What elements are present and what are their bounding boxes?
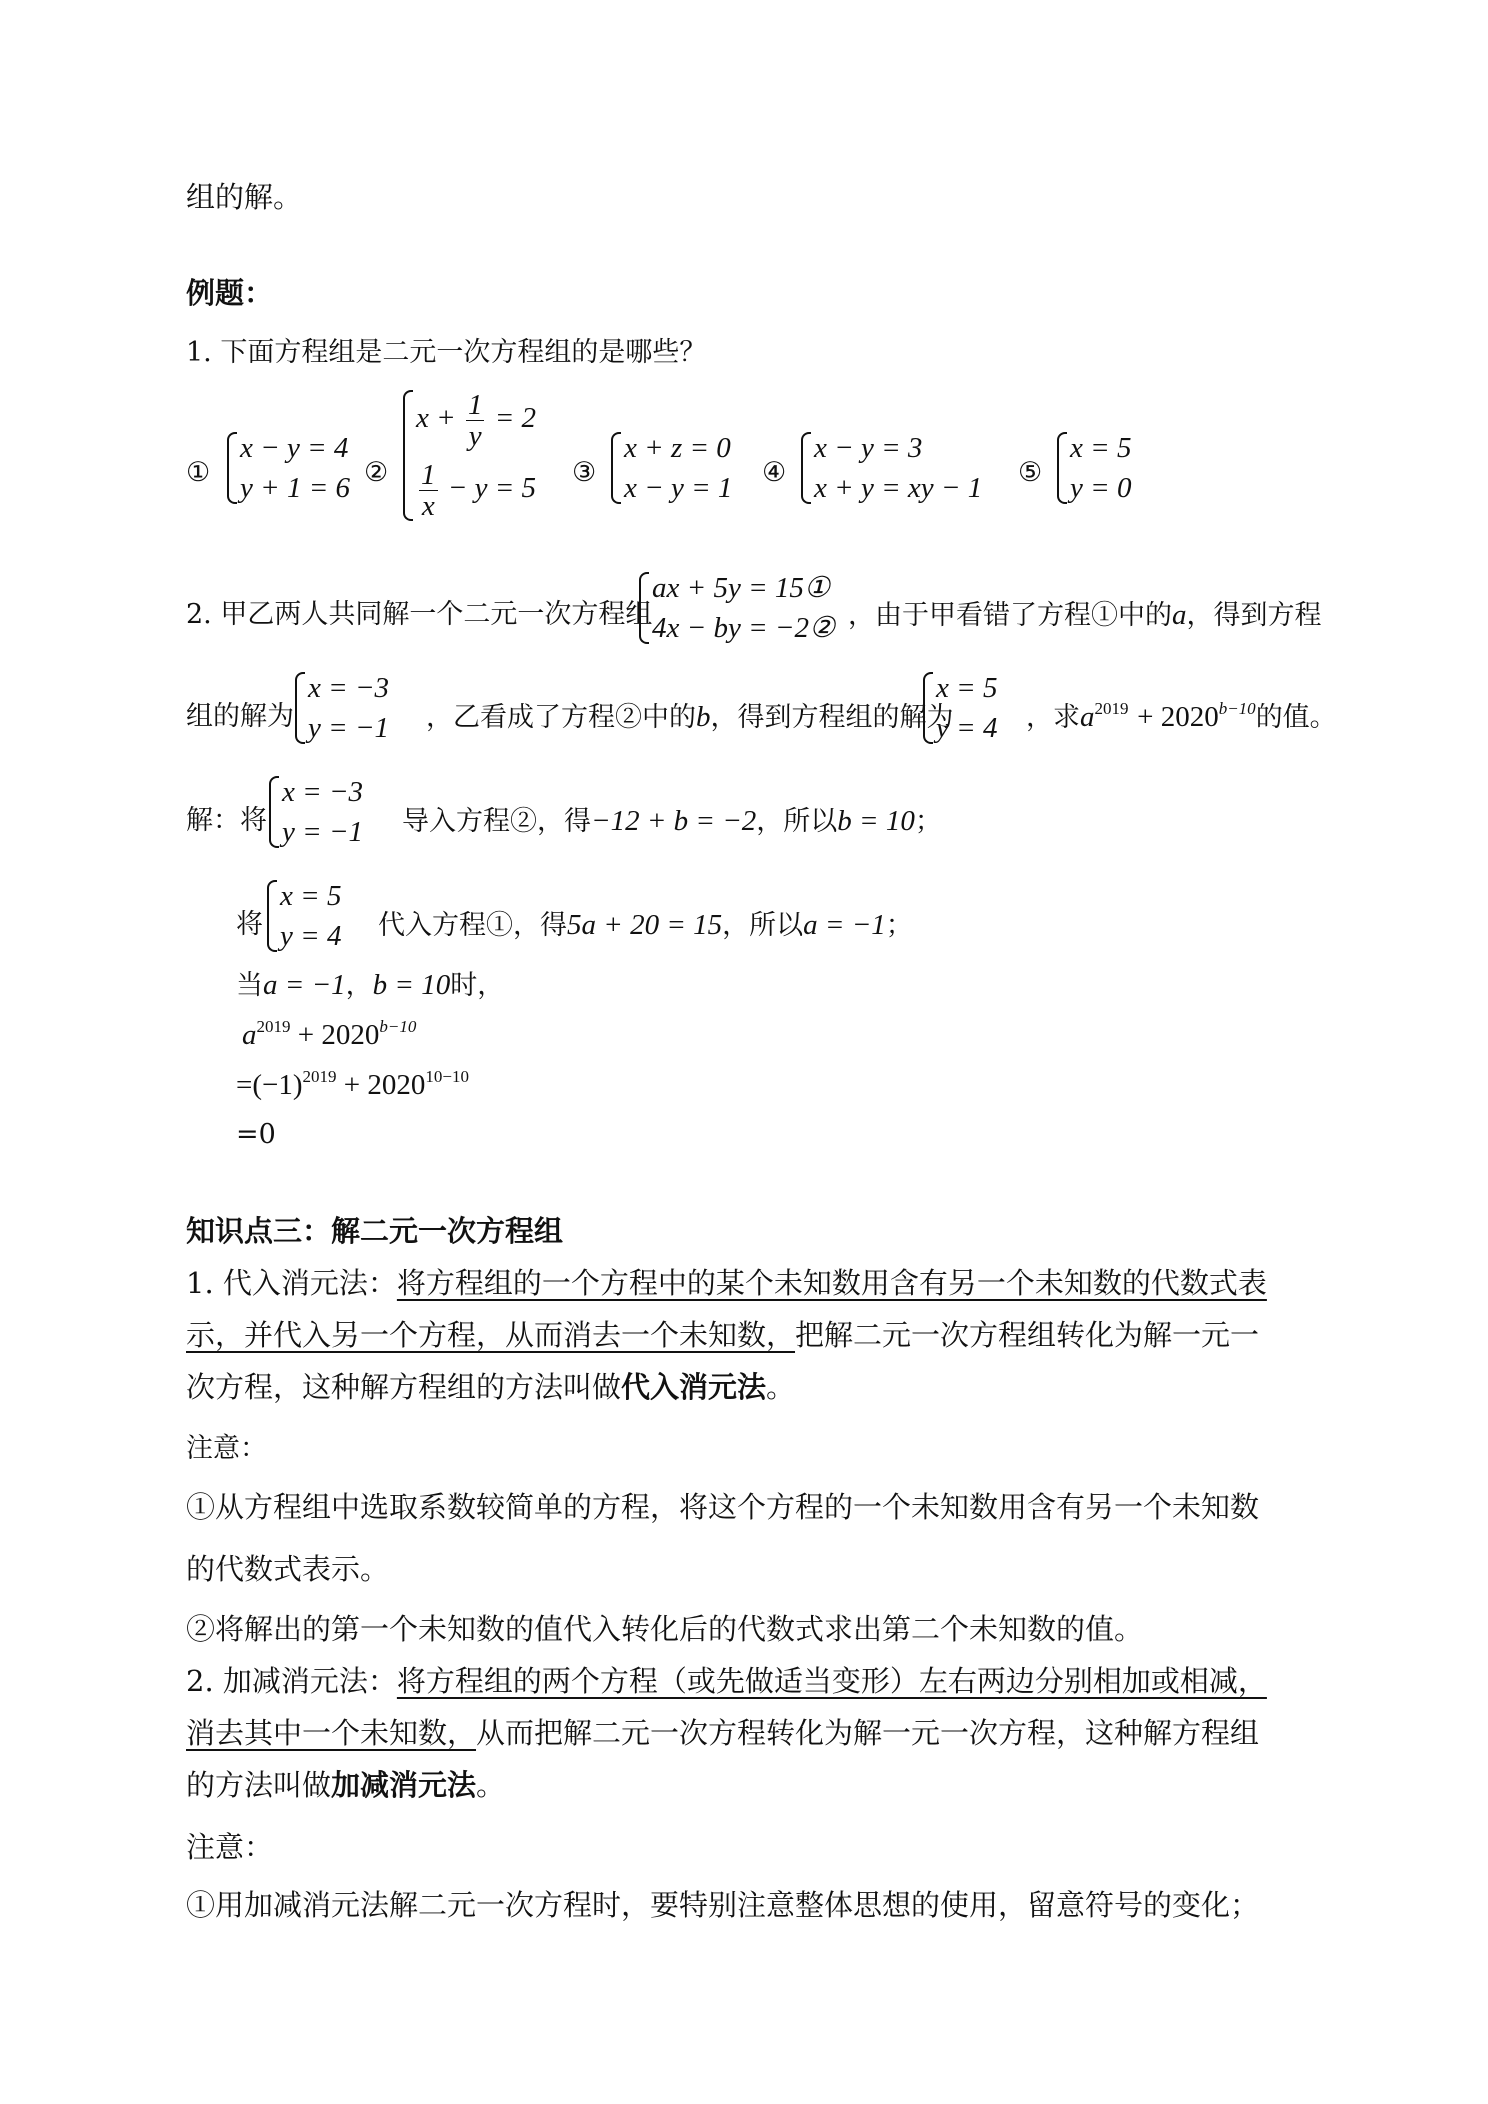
document-page: 组的解。 例题： 1. 下面方程组是二元一次方程组的是哪些？ ① x − y = 4 y + 1 = 6 ② x + $\frac{1}{y}$ = 2 $\frac{1}{x}$ − y = 5 ③ x + z = 0 x − y = 1 ④ x − y = 3 x + y = xy − 1 ⑤ x = 5 y = 0 2. 甲乙两人共同解一个二元一次方程组 ax + 5y = 15① 4x − by = −2② ，由于甲看错了方程①中的a，得到方程 组的解为 x = −3 y = −1 ，乙看成了方程②中的b，得到方程组的解为 x = 5 y = 4 ，求$a^{2019} + 2020^{b-10}$的值。 解：将 x = −3 y = −1 导入方程②，得−12 + b = −2，所以b = 10； 将 x = 5 y = 4 代入方程①，得5a + 20 = 15，所以a = −1； 当a = −1，b = 10时， $a^{2019} + 2020^{b-10}$ $=(-1)^{2019} + 2020^{10-10}$ =0 知识点三：解二元一次方程组 1. 代入消元法：将方程组的一个方程中的某个未知数用含有另一个未知数的代数式表 示，并代入另一个方程，从而消去一个未知数，把解二元一次方程组转化为解一元一 次方程，这种解方程组的方法叫做代入消元法。 注意： ①从方程组中选取系数较简单的方程，将这个方程的一个未知数用含有另一个未知数 的代数式表示。 ②将解出的第一个未知数的值代入转化后的代数式求出第二个未知数的值。 2. 加减消元法：将方程组的两个方程（或先做适当变形）左右两边分别相加或相减， 消去其中一个未知数，从而把解二元一次方程转化为解一元一次方程，这种解方程组 的方法叫做加减消元法。 注意： ①用加减消元法解二元一次方程时，要特别注意整体思想的使用，留意符号的变化； bbox=[186, 180, 1337, 1922]
method-2-line-2: 消去其中一个未知数，从而把解二元一次方程转化为解一元一次方程，这种解方程组 bbox=[186, 1716, 1260, 1750]
note-1-item-1-line-1: ①从方程组中选取系数较简单的方程，将这个方程的一个未知数用含有另一个未知数 bbox=[186, 1490, 1260, 1524]
method-1-line-3: 次方程，这种解方程组的方法叫做代入消元法。 bbox=[186, 1370, 796, 1404]
example-heading: 例题： bbox=[186, 276, 274, 310]
option-1-system: x − y = 4 y + 1 = 6 bbox=[224, 428, 350, 508]
intro-tail: 组的解。 bbox=[186, 180, 303, 214]
solution-step-3: 当a = −1，b = 10时， bbox=[236, 969, 505, 1001]
option-4-number: ④ bbox=[762, 457, 787, 488]
option-4-system: x − y = 3 x + y = xy − 1 bbox=[798, 428, 982, 508]
method-2-line-3: 的方法叫做加减消元法。 bbox=[186, 1768, 506, 1802]
section-3-heading: 知识点三：解二元一次方程组 bbox=[186, 1214, 564, 1248]
option-5-system: x = 5 y = 0 bbox=[1054, 428, 1131, 508]
option-1-number: ① bbox=[186, 457, 211, 488]
question-1-text: 1. 下面方程组是二元一次方程组的是哪些？ bbox=[186, 337, 707, 368]
solution-step-4: $a^{2019} + 2020^{b-10}$ bbox=[242, 1017, 417, 1051]
note-1-item-1-line-2: 的代数式表示。 bbox=[186, 1552, 390, 1586]
note-2-label: 注意： bbox=[186, 1830, 274, 1864]
option-3-number: ③ bbox=[572, 457, 597, 488]
option-2-number: ② bbox=[364, 457, 389, 488]
solution-step-6: =0 bbox=[236, 1119, 276, 1150]
option-2-system: x + $\frac{1}{y}$ = 2 $\frac{1}{x}$ − y = 5 bbox=[400, 386, 536, 525]
note-2-item-1: ①用加减消元法解二元一次方程时，要特别注意整体思想的使用，留意符号的变化； bbox=[186, 1888, 1260, 1922]
note-1-label: 注意： bbox=[186, 1433, 267, 1464]
option-5-number: ⑤ bbox=[1018, 457, 1043, 488]
question-2-system: ax + 5y = 15① 4x − by = −2② bbox=[636, 568, 835, 648]
method-1-line-2: 示，并代入另一个方程，从而消去一个未知数，把解二元一次方程组转化为解一元一 bbox=[186, 1318, 1260, 1352]
solution-1-system: x = −3 y = −1 bbox=[292, 668, 389, 748]
note-1-item-2: ②将解出的第一个未知数的值代入转化后的代数式求出第二个未知数的值。 bbox=[186, 1612, 1144, 1646]
option-3-system: x + z = 0 x − y = 1 bbox=[608, 428, 732, 508]
solution-step-5: $=(-1)^{2019} + 2020^{10-10}$ bbox=[236, 1067, 469, 1101]
solution-2-system: x = 5 y = 4 bbox=[920, 668, 997, 748]
method-1-line-1: 1. 代入消元法：将方程组的一个方程中的某个未知数用含有另一个未知数的代数式表 bbox=[186, 1266, 1267, 1300]
method-2-line-1: 2. 加减消元法：将方程组的两个方程（或先做适当变形）左右两边分别相加或相减， bbox=[186, 1664, 1267, 1698]
